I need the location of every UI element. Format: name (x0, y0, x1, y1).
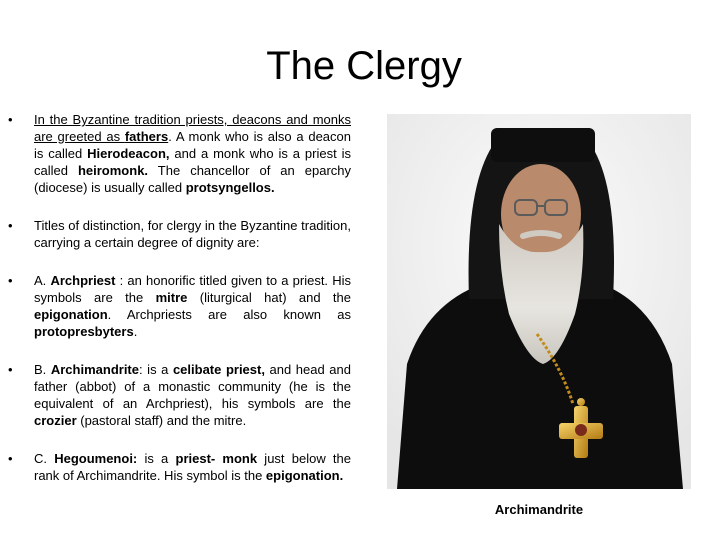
photo-caption: Archimandrite (494, 502, 584, 517)
term-hegoumenoi: Hegoumenoi: (54, 451, 138, 466)
term-heiromonk: heiromonk. (77, 163, 149, 178)
term-hierodeacon: Hierodeacon, (87, 146, 170, 161)
bullet-item-titles (8, 217, 351, 251)
bullet-icon: • (8, 273, 13, 288)
bullet-icon: • (8, 451, 13, 466)
bullet-item-archimandrite: • B. Archimandrite: is a celibate priest, and head and father (abbot) of a monastic community (he is the equivalent of an Archpriest), his symbols are the crozier (pastoral staff) and the mitre. (8, 362, 351, 428)
bullet-item-hegoumenoi: • C. Hegoumenoi: is a priest- monk just below the rank of Archimandrite. His symbol is the epigonation. (8, 451, 351, 483)
term-protopresbyters: protopresbyters (34, 324, 134, 339)
term-priest-monk: priest- monk (175, 451, 258, 466)
bullet-icon: • (8, 362, 13, 377)
bullet-item-greetings: • In the Byzantine tradition priests, deacons and monks are greeted as fathers. A monk who is also a deacon is called Hierodeacon, and a monk who is a priest is called heiromonk. The chancellor of an eparchy (diocese) is usually called protsyngellos. (8, 112, 352, 195)
term-celibate-priest: celibate priest, (172, 362, 265, 377)
kalimavkion-hat (491, 128, 595, 162)
term-epigonation: epigonation (34, 307, 108, 322)
term-epigonation: epigonation. (265, 468, 344, 483)
term-crozier: crozier (34, 413, 77, 428)
term-protsyngellos: protsyngellos. (185, 180, 275, 195)
bullet-icon: • (8, 218, 13, 233)
bullet-list (8, 111, 351, 484)
bullet-text: Titles of distinction, for clergy in the Byzantine tradition, carrying a certain degree of dignity are: (34, 218, 351, 250)
term-archimandrite: Archimandrite (50, 362, 139, 377)
archimandrite-photo (387, 114, 691, 489)
term-mitre: mitre (155, 290, 188, 305)
bullet-item-archpriest: • A. Archpriest : an honorific titled given to a priest. His symbols are the mitre (liturgical hat) and the epigonation. Archpriests are also known as protopresbyters. (8, 273, 352, 339)
bullet-text: In the Byzantine tradition priests, deacons and monks are greeted as fathers (34, 112, 351, 144)
slide-title: The Clergy (266, 44, 462, 88)
term-archpriest: Archpriest (50, 273, 116, 288)
portrait-illustration (387, 114, 691, 489)
bullet-icon: • (8, 112, 13, 127)
term-fathers: fathers (124, 129, 169, 144)
